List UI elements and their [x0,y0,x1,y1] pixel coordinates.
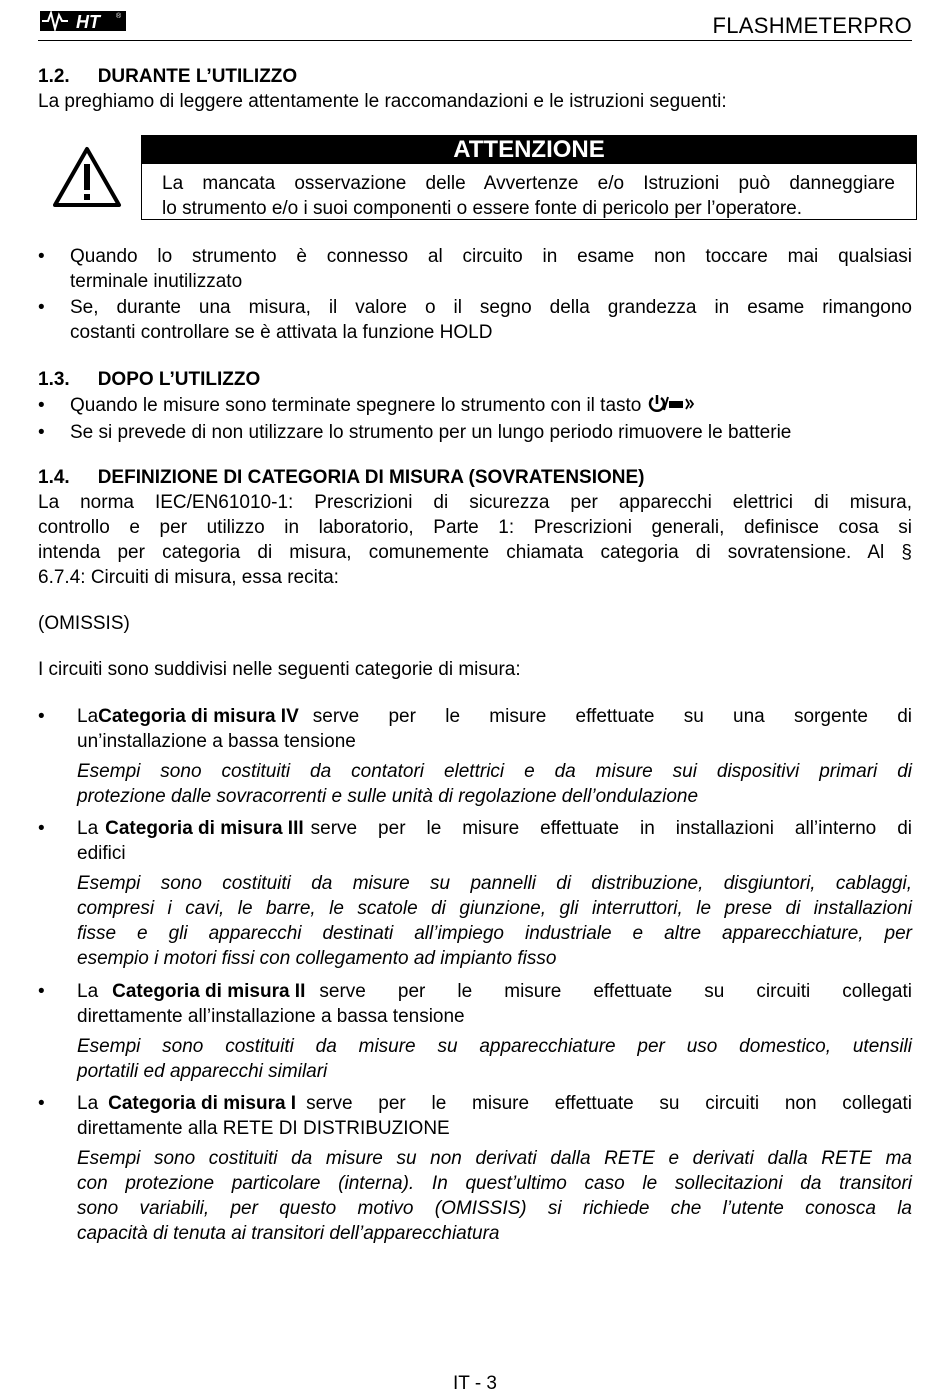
section-heading-1-3 [38,367,912,392]
bullet-dot: • [38,246,45,267]
ht-logo-icon [38,8,130,34]
paragraph-line: controllo e per utilizzo in laboratorio, Parte 1: Prescrizioni generali, definisce cosa si [38,517,912,538]
category-prefix: La [77,981,99,1002]
bullet-dot: • [38,1093,45,1114]
warning-line-2: lo strumento e/o i suoi componenti o essere fonte di pericolo per l’operatore. [162,198,803,219]
category-name: Categoria di misura I [108,1093,297,1114]
section-number: 1.4. [38,467,70,488]
section-intro: La preghiamo di leggere attentamente le raccomandazioni e le istruzioni seguenti: [38,91,727,112]
example-line: Esempi sono costituiti da misure su apparecchiature per uso domestico, utensili [77,1036,912,1057]
example-line: sono variabili, per questo motivo (OMISSIS) si richiede che l’utente conosca la [77,1198,912,1219]
bullet-dot: • [38,422,45,443]
warning-title: ATTENZIONE [453,136,605,163]
category-text: direttamente all’installazione a bassa tensione [77,1006,465,1027]
example-line: con protezione particolare (interna). In quest’ultimo caso le sollecitazioni da transitori [77,1173,912,1194]
bullet-dot: • [38,297,45,318]
category-line [77,1091,912,1116]
bullet-dot: • [38,706,45,727]
bullet-dot: • [38,981,45,1002]
category-line [77,704,912,729]
section-title: DEFINIZIONE DI CATEGORIA DI MISURA (SOVRATENSIONE) [97,467,645,488]
category-name: Categoria di misura IV [98,706,299,727]
omissis-text: (OMISSIS) [38,613,130,634]
power-hold-icon [647,394,697,414]
bullet-text: Quando lo strumento è connesso al circuito in esame non toccare mai qualsiasi [70,246,912,267]
product-name: FLASHMETERPRO [712,13,912,38]
brand-logo [38,8,130,34]
section-title: DURANTE L’UTILIZZO [97,66,298,87]
bullet-text: terminale inutilizzato [70,271,243,292]
paragraph-line: La norma IEC/EN61010-1: Prescrizioni di sicurezza per apparecchi elettrici di misura, [38,492,912,513]
category-text: edifici [77,843,126,864]
category-text: serve per le misure effettuate su una sorgente di [312,706,912,727]
category-name: Categoria di misura II [112,981,306,1002]
example-line: portatili ed apparecchi similari [77,1061,328,1082]
bullet-text [70,393,697,418]
svg-text:®: ® [116,13,122,20]
logo-text: HT [76,12,100,32]
category-prefix: La [77,1093,99,1114]
paragraph-line: intenda per categoria di misura, comunemente chiamata categoria di sovratensione. Al § [38,542,912,563]
bullet-text: Se, durante una misura, il valore o il segno della grandezza in esame rimangono [70,297,912,318]
category-prefix: La [77,818,99,839]
bullet-dot: • [38,395,45,416]
category-prefix: La [77,706,99,727]
paragraph-line: 6.7.4: Circuiti di misura, essa recita: [38,567,339,588]
category-line [77,979,912,1004]
example-line: compresi i cavi, le barre, le scatole di giunzione, gli interruttori, le prese di installazioni [77,898,912,919]
bullet-dot: • [38,818,45,839]
warning-line-1: La mancata osservazione delle Avvertenze e/o Istruzioni può danneggiare [162,173,895,194]
example-line: capacità di tenuta ai transitori dell’apparecchiatura [77,1223,500,1244]
section-heading-1-4 [38,465,912,490]
category-line [77,816,912,841]
category-text: un’installazione a bassa tensione [77,731,356,752]
category-text: direttamente alla RETE DI DISTRIBUZIONE [77,1118,450,1139]
page-number: IT - 3 [453,1373,497,1394]
example-line: Esempi sono costituiti da contatori elettrici e da misure sui dispositivi primari di [77,761,912,782]
bullet-text-content: Quando le misure sono terminate spegnere lo strumento con il tasto [70,395,642,416]
example-line: Esempi sono costituiti da misure su non derivati dalla RETE e derivati dalla RETE ma [77,1148,912,1169]
section-title: DOPO L’UTILIZZO [97,369,261,390]
section-heading-1-2 [38,64,912,89]
category-name: Categoria di misura III [105,818,304,839]
bullet-text: Se si prevede di non utilizzare lo strumento per un lungo periodo rimuovere le batterie [70,422,792,443]
example-line: Esempi sono costituiti da misure su pannelli di distribuzione, disgiuntori, cablaggi, [77,873,912,894]
category-text: serve per le misure effettuate su circuiti collegati [319,981,912,1002]
section-number: 1.2. [38,66,70,87]
category-text: serve per le misure effettuate su circuiti non collegati [306,1093,912,1114]
example-line: protezione dalle sovracorrenti e sulle unità di regolazione dell’ondulazione [77,786,699,807]
example-line: esempio i motori fissi con collegamento ad impianto fisso [77,948,557,969]
warning-triangle-icon [52,146,122,208]
bullet-text: costanti controllare se è attivata la funzione HOLD [70,322,493,343]
section-number: 1.3. [38,369,70,390]
paragraph-line: I circuiti sono suddivisi nelle seguenti categorie di misura: [38,659,521,680]
header-rule [38,40,912,41]
category-text: serve per le misure effettuate in installazioni all’interno di [310,818,912,839]
example-line: fisse e gli apparecchi destinati all’impiego industriale e altre apparecchiature, per [77,923,912,944]
